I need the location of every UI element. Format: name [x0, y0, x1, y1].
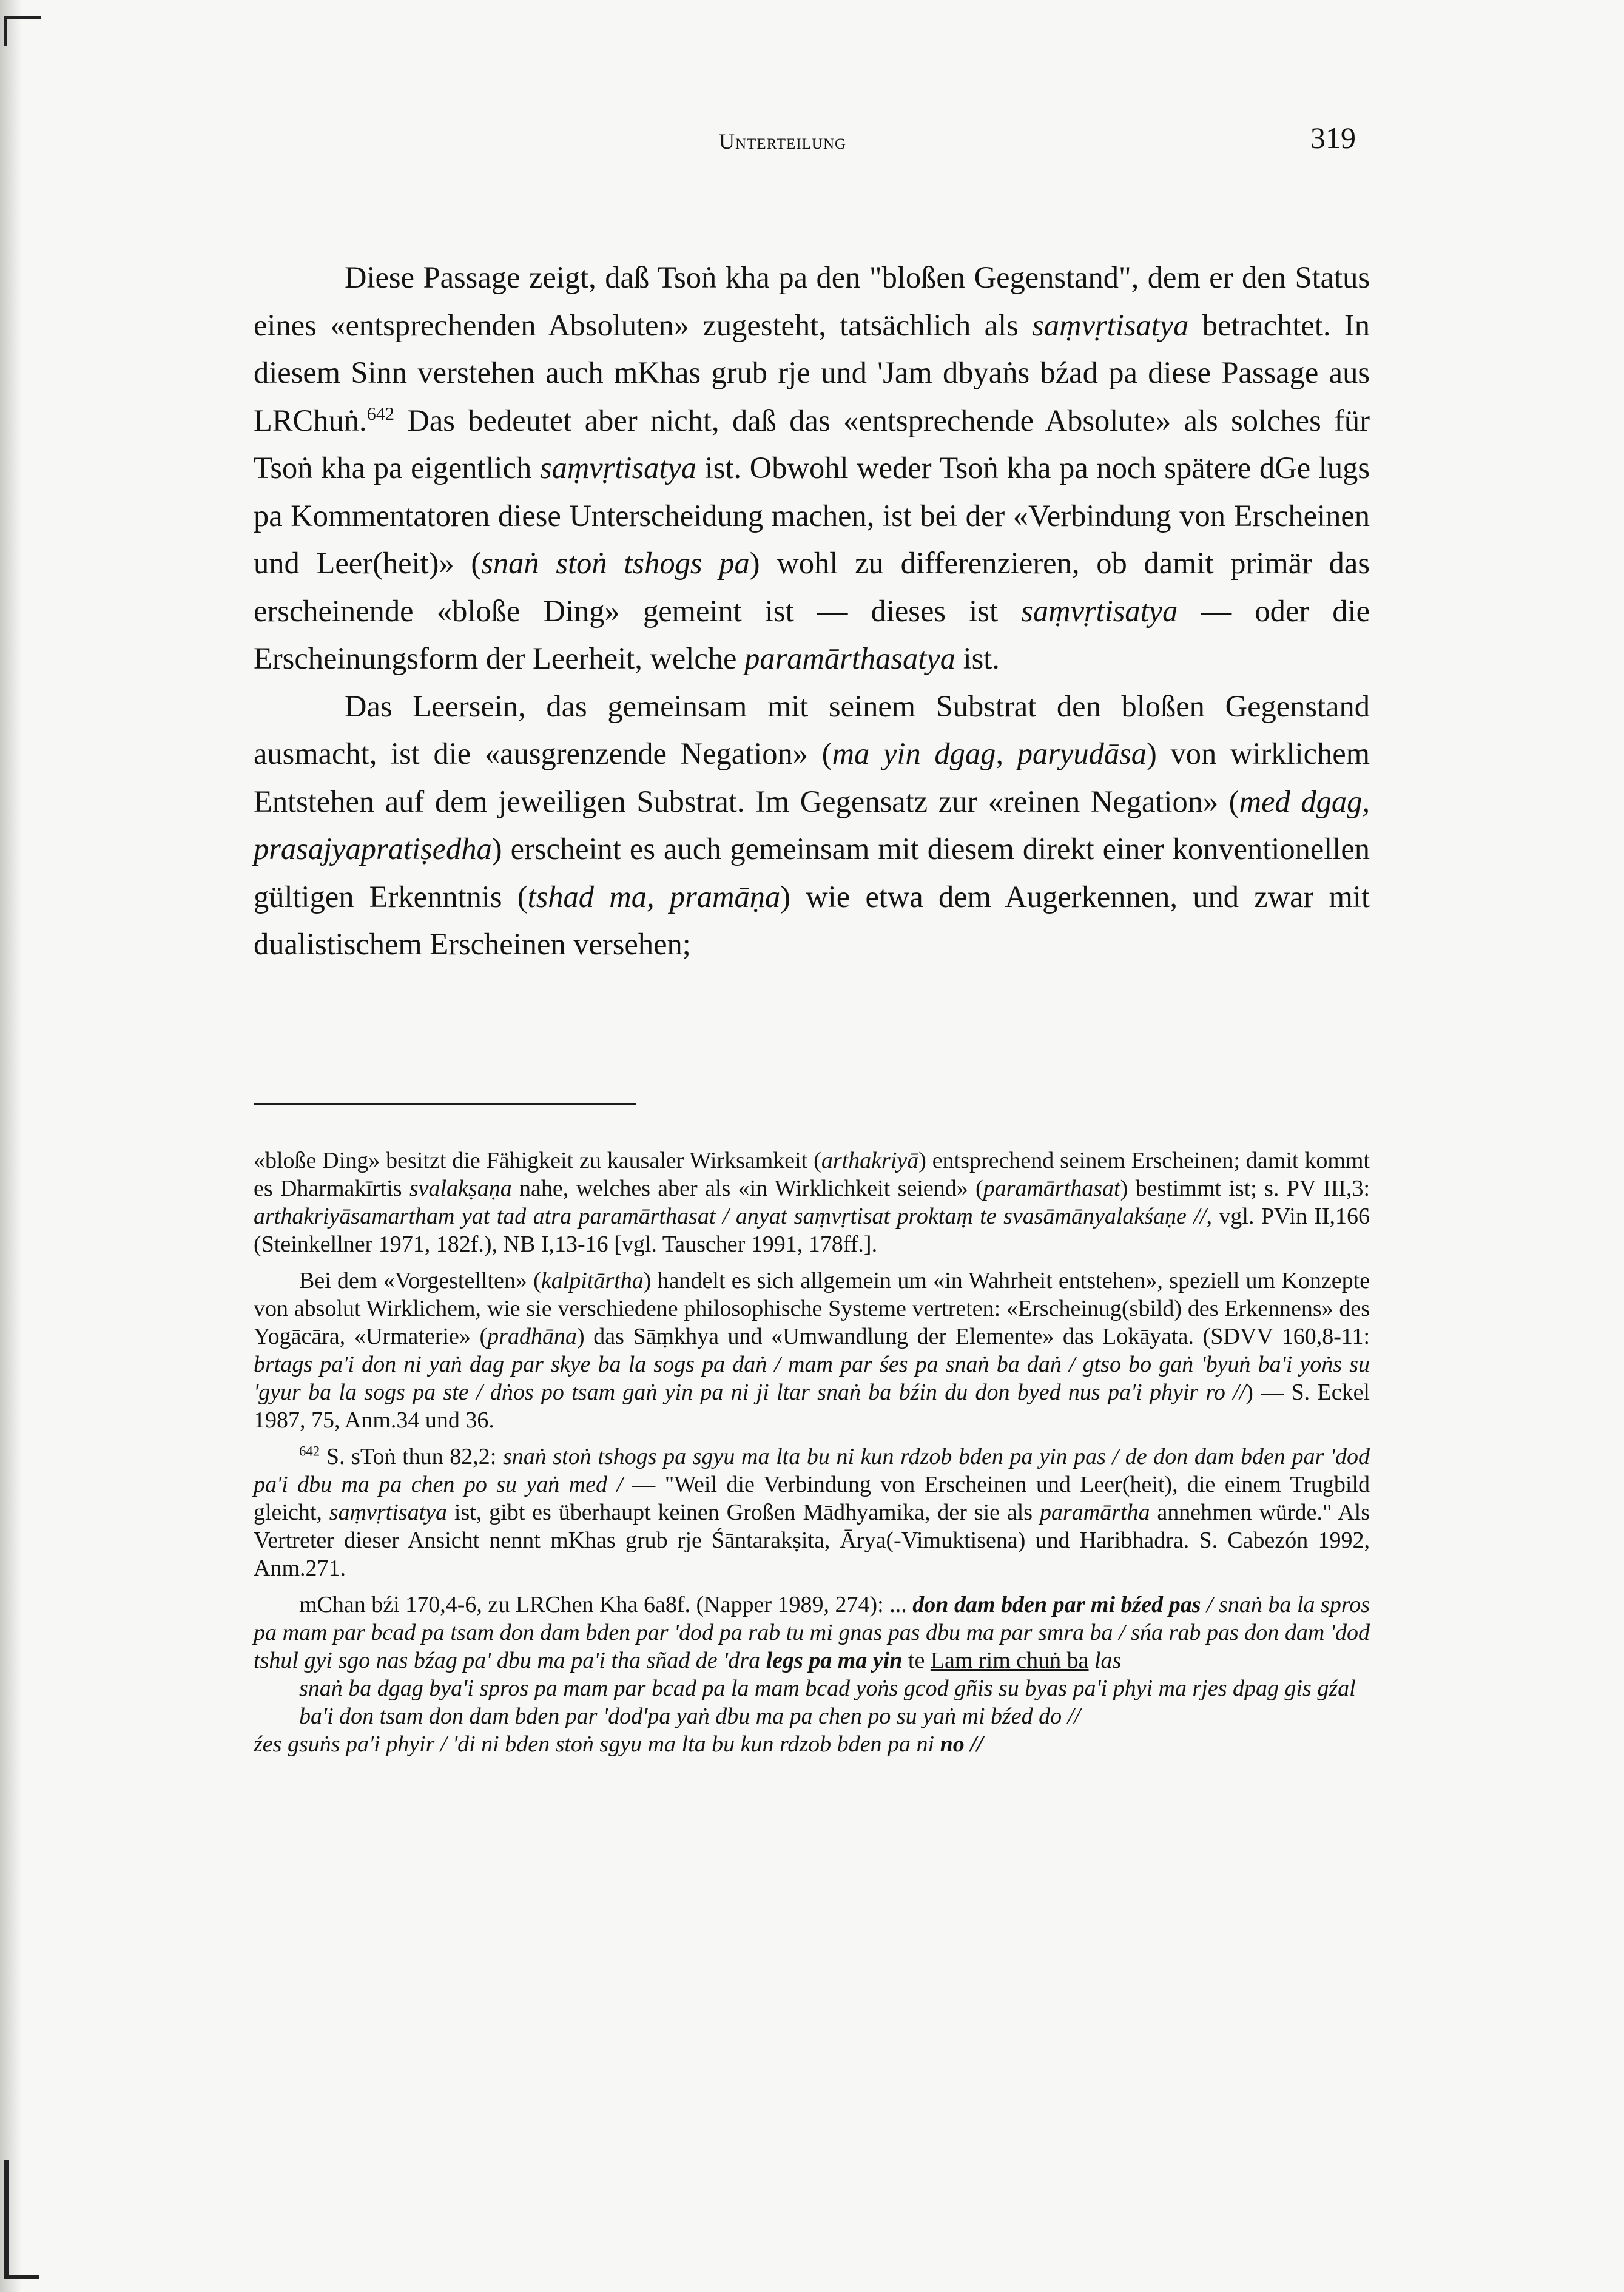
- footnotes: [254, 1147, 1370, 1758]
- footnote-number: 642: [299, 1443, 320, 1459]
- scan-edge: [0, 0, 22, 2292]
- footnote-last-line: źes gsuṅs pa'i phyir / 'di ni bden stoṅ sgyu ma lta bu kun rdzob bden pa ni no //: [254, 1731, 983, 1757]
- crop-mark-bottom: [4, 2160, 39, 2279]
- page-number: 319: [1310, 121, 1356, 155]
- paragraph-2: Das Leersein, das gemeinsam mit seinem Substrat den bloßen Gegenstand ausmacht, ist die «ausgrenzende Negation» (ma yin dgag, paryudāsa) von wirklichem Entstehen auf dem jeweiligen Substrat. Im Gegensatz zur «reinen Negation» (med dgag, prasajyapratiṣedha) erscheint es auch gemeinsam mit diesem direkt einer konventionellen gültigen Erkenntnis (tshad ma, pramāṇa) wie etwa dem Augerkennen, und zwar mit dualistischem Erscheinen versehen;: [254, 689, 1370, 961]
- footnote-divider: [254, 1103, 636, 1105]
- crop-mark-top: [4, 16, 41, 46]
- footnote-ref-642: 642: [366, 403, 395, 424]
- footnote-642: $^{642}$ S. sToṅ thun 82,2: snaṅ stoṅ tshogs pa sgyu ma lta bu ni kun rdzob bden pa yin pas / de don dam bden par 'dod pa'i dbu ma pa chen po su yaṅ med / — "Weil die Verbindung von Erscheinen und Leer(heit), die einem Trugbild gleicht, saṃvṛtisatya ist, gibt es überhaupt keinen Großen Mādhyamika, der sie als paramārtha annehmen würde." Als Vertreter dieser Ansicht nennt mKhas grub rje Śāntarakṣita, Ārya(-Vimuktisena) und Haribhadra. S. Cabezón 1992, Anm.271.: [254, 1443, 1370, 1581]
- paragraph-1: Diese Passage zeigt, daß Tsoṅ kha pa den "bloßen Gegenstand", dem er den Status eines «entsprechenden Absoluten» zugesteht, tatsächlich als saṃvṛtisatya betrachtet. In diesem Sinn verstehen auch mKhas grub rje und 'Jam dbyaṅs bźad pa diese Passage aus LRChuṅ.$^{642}$ Das bedeutet aber nicht, daß das «entsprechende Absolute» als solches für Tsoṅ kha pa eigentlich saṃvṛtisatya ist. Obwohl weder Tsoṅ kha pa noch spätere dGe lugs pa Kommentatoren diese Unterscheidung machen, ist bei der «Verbindung von Erscheinen und Leer(heit)» (snaṅ stoṅ tshogs pa) wohl zu differenzieren, ob damit primär das erscheinende «bloße Ding» gemeint ist — dieses ist saṃvṛtisatya — oder die Erscheinungsform der Leerheit, welche paramārthasatya ist.: [254, 260, 1370, 675]
- footnote-paragraph: Bei dem «Vorgestellten» (kalpitārtha) handelt es sich allgemein um «in Wahrheit entstehen», speziell um Konzepte von absolut Wirklichem, wie sie verschiedene philosophische Systeme vertreten: «Erscheinug(sbild) des Erkennens» des Yogācāra, «Urmaterie» (pradhāna) das Sāṃkhya und «Umwandlung der Elemente» das Lokāyata. (SDVV 160,8-11: brtags pa'i don ni yaṅ dag par skye ba la sogs pa daṅ / mam par śes pa snaṅ ba daṅ / gtso bo gaṅ 'byuṅ ba'i yoṅs su 'gyur ba la sogs pa ste / dṅos po tsam gaṅ yin pa ni ji ltar snaṅ ba bźin du don byed nus pa'i phyir ro //) — S. Eckel 1987, 75, Anm.34 und 36.: [254, 1268, 1370, 1433]
- footnote-quote: snaṅ ba dgag bya'i spros pa mam par bcad pa la mam bcad yoṅs gcod gñis su byas pa'i phyi ma rjes dpag gis gźal ba'i don tsam don dam bden par 'dod'pa yaṅ dbu ma pa chen po su yaṅ mi bźed do //: [299, 1676, 1356, 1729]
- footnote-continuation: «bloße Ding» besitzt die Fähigkeit zu kausaler Wirksamkeit (arthakriyā) entsprechend seinem Erscheinen; damit kommt es Dharmakīrtis svalakṣaṇa nahe, welches aber als «in Wirklichkeit seiend» (paramārthasat) bestimmt ist; s. PV III,3: arthakriyāsamartham yat tad atra paramārthasat / anyat saṃvṛtisat proktaṃ te svasāmānyalakśaṇe //, vgl. PVin II,166 (Steinkellner 1971, 182f.), NB I,13-16 [vgl. Tauscher 1991, 178ff.].: [254, 1148, 1370, 1257]
- main-text: [254, 254, 1370, 968]
- footnote-mchan: mChan bźi 170,4-6, zu LRChen Kha 6a8f. (Napper 1989, 274): ... don dam bden par mi bźed pas / snaṅ ba la spros pa mam par bcad pa tsam don dam bden par 'dod pa rab tu mi gnas pas dbu ma par smra ba / sńa rab pas don dam 'dod tshul gyi sgo nas bźag pa' dbu ma pa'i tha sñad de 'dra legs pa ma yin te Lam rim chuṅ ba las: [254, 1592, 1370, 1673]
- running-head: Unterteilung: [719, 129, 847, 153]
